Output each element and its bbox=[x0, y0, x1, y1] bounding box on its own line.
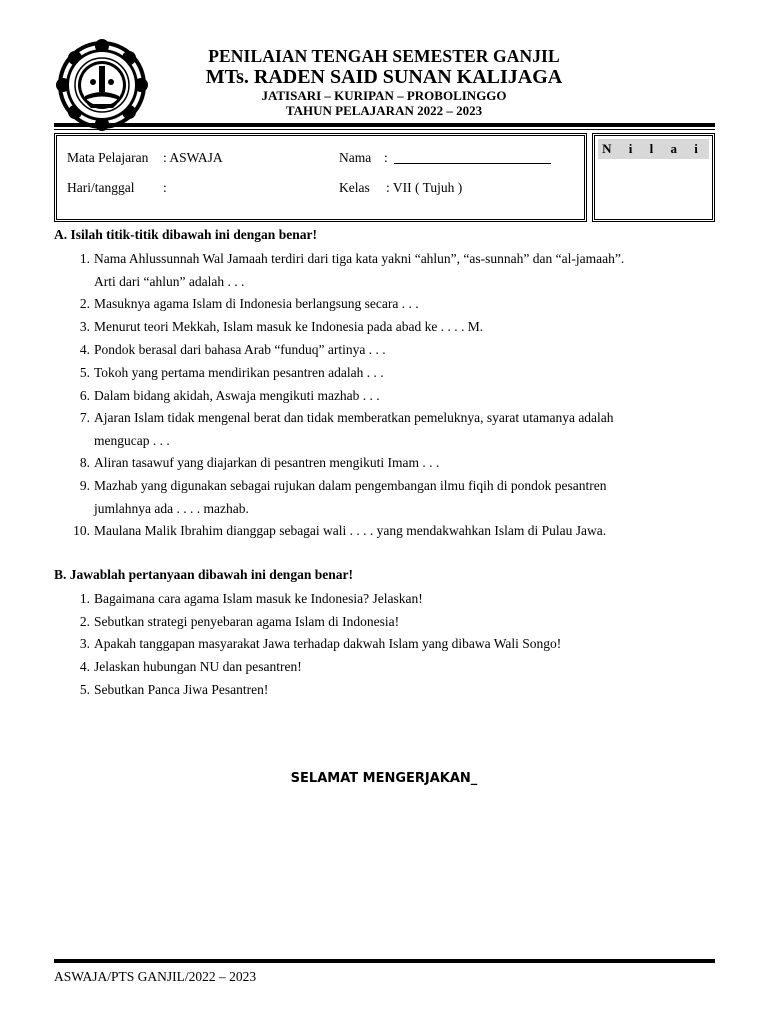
question-number: 9. bbox=[79, 478, 90, 493]
name-blank-line[interactable] bbox=[394, 163, 551, 164]
question-text: Apakah tanggapan masyarakat Jawa terhadap dakwah Islam yang dibawa Wali Songo! bbox=[94, 636, 562, 651]
school-seal-logo bbox=[55, 38, 149, 132]
question-text-cont: mengucap . . . bbox=[94, 433, 170, 448]
header-rule-thin bbox=[54, 129, 715, 130]
student-info-box bbox=[54, 133, 587, 222]
question-number: 2. bbox=[79, 296, 90, 311]
footer-rule bbox=[54, 959, 715, 963]
class-value: : VII ( Tujuh ) bbox=[386, 180, 463, 195]
question-text: Nama Ahlussunnah Wal Jamaah terdiri dari tiga kata yakni “ahlun”, “as-sunnah” dan “al-jamaah”. bbox=[94, 251, 625, 266]
question-number: 10. bbox=[73, 523, 90, 538]
section-b-title: B. Jawablah pertanyaan dibawah ini dengan benar! bbox=[54, 567, 353, 582]
question-number: 5. bbox=[79, 365, 90, 380]
question-number: 6. bbox=[79, 388, 90, 403]
closing-message: SELAMAT MENGERJAKAN_ bbox=[290, 771, 478, 786]
question-text-cont: jumlahnya ada . . . . mazhab. bbox=[94, 501, 249, 516]
class-label: Kelas bbox=[339, 180, 370, 195]
name-label: Nama bbox=[339, 150, 372, 165]
question-number: 8. bbox=[79, 455, 90, 470]
question-text: Maulana Malik Ibrahim dianggap sebagai wali . . . . yang mendakwahkan Islam di Pulau Jawa. bbox=[94, 523, 607, 538]
subject-label: Mata Pelajaran bbox=[67, 150, 149, 165]
question-number: 3. bbox=[79, 319, 90, 334]
subject-value: : ASWAJA bbox=[163, 150, 223, 165]
exam-title: PENILAIAN TENGAH SEMESTER GANJIL bbox=[208, 46, 560, 66]
question-number: 1. bbox=[79, 251, 90, 266]
question-number: 4. bbox=[79, 342, 90, 357]
day-value: : bbox=[163, 180, 167, 195]
question-text: Bagaimana cara agama Islam masuk ke Indonesia? Jelaskan! bbox=[94, 591, 423, 606]
question-text: Dalam bidang akidah, Aswaja mengikuti mazhab . . . bbox=[94, 388, 380, 403]
exam-header bbox=[150, 47, 618, 118]
school-name: MTs. RADEN SAID SUNAN KALIJAGA bbox=[205, 66, 563, 88]
question-number: 1. bbox=[79, 591, 90, 606]
question-text: Aliran tasawuf yang diajarkan di pesantren mengikuti Imam . . . bbox=[94, 455, 440, 470]
school-address: JATISARI – KURIPAN – PROBOLINGGO bbox=[261, 88, 507, 103]
question-number: 7. bbox=[79, 410, 90, 425]
score-label: N i l a i bbox=[598, 139, 709, 159]
question-text: Masuknya agama Islam di Indonesia berlangsung secara . . . bbox=[94, 296, 419, 311]
question-number: 5. bbox=[79, 682, 90, 697]
section-a-title: A. Isilah titik-titik dibawah ini dengan benar! bbox=[54, 227, 317, 242]
question-number: 3. bbox=[79, 636, 90, 651]
question-text: Tokoh yang pertama mendirikan pesantren adalah . . . bbox=[94, 365, 384, 380]
header-rule-thick bbox=[54, 123, 715, 127]
question-text-cont: Arti dari “ahlun” adalah . . . bbox=[94, 274, 245, 289]
name-colon: : bbox=[384, 150, 388, 165]
academic-year: TAHUN PELAJARAN 2022 – 2023 bbox=[285, 103, 483, 118]
question-text: Menurut teori Mekkah, Islam masuk ke Indonesia pada abad ke . . . . M. bbox=[94, 319, 484, 334]
question-text: Pondok berasal dari bahasa Arab “funduq” artinya . . . bbox=[94, 342, 386, 357]
footer-code: ASWAJA/PTS GANJIL/2022 – 2023 bbox=[54, 969, 257, 984]
question-text: Jelaskan hubungan NU dan pesantren! bbox=[94, 659, 302, 674]
score-box bbox=[592, 133, 715, 222]
question-text: Ajaran Islam tidak mengenal berat dan tidak memberatkan pemeluknya, syarat utamanya adalah bbox=[94, 410, 614, 425]
question-text: Sebutkan Panca Jiwa Pesantren! bbox=[94, 682, 269, 697]
question-text: Sebutkan strategi penyebaran agama Islam di Indonesia! bbox=[94, 614, 400, 629]
question-number: 2. bbox=[79, 614, 90, 629]
day-label: Hari/tanggal bbox=[67, 180, 135, 195]
question-text: Mazhab yang digunakan sebagai rujukan dalam pengembangan ilmu fiqih di pondok pesantren bbox=[94, 478, 607, 493]
question-number: 4. bbox=[79, 659, 90, 674]
